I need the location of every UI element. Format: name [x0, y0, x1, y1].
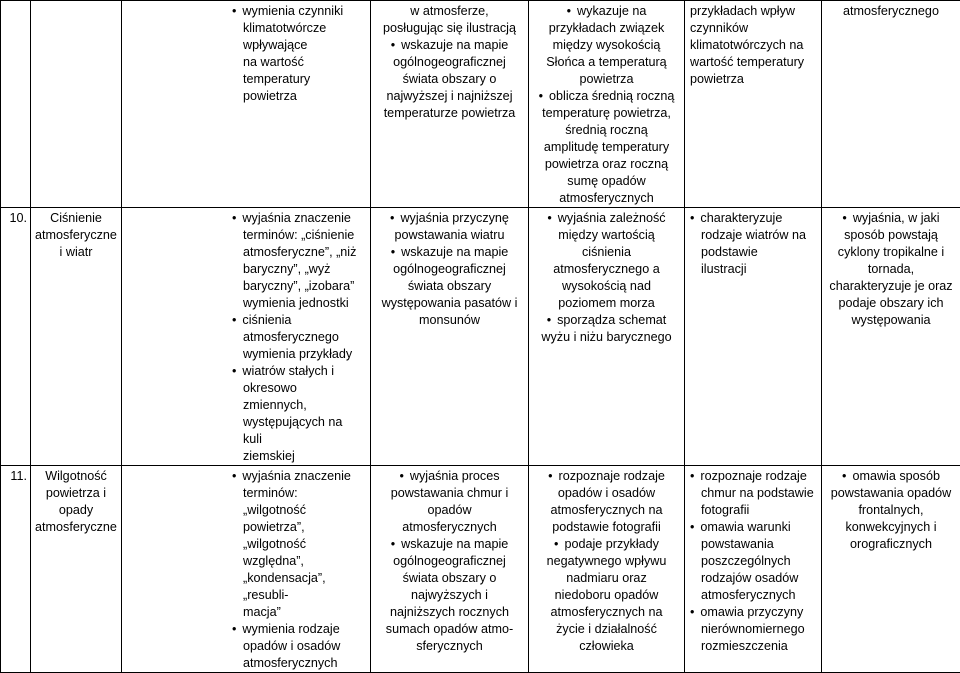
list-item: • wyjaśnia proces: [376, 468, 523, 485]
text-line: najniższych rocznych: [376, 604, 523, 621]
text-line: atmosferycznych: [232, 655, 364, 672]
text-line: poziomem morza: [533, 295, 680, 312]
text-line: między wysokością: [533, 37, 680, 54]
text-line: średnią roczną: [533, 122, 680, 139]
text-line: przykładach wpływ: [690, 3, 818, 20]
text-line: wartość temperatury: [690, 54, 818, 71]
text-line: powstawania: [690, 536, 818, 553]
cell-requirements-advanced: [685, 1, 822, 208]
text-line: występujących na kuli: [232, 414, 364, 448]
text-line: rozmieszczenia: [690, 638, 818, 655]
cell-requirements-complex: [529, 466, 685, 673]
cell-requirements-extended: [371, 1, 529, 208]
text-line: temperaturę powietrza,: [533, 105, 680, 122]
list-item: • charakteryzuje: [690, 210, 818, 227]
text-line: ogólnogeograficznej: [376, 54, 523, 71]
text-line: najwyższych i: [376, 587, 523, 604]
text-line: podaje obszary ich: [828, 295, 954, 312]
text-line: sumach opadów atmo-: [376, 621, 523, 638]
text-line: świata obszary: [376, 278, 523, 295]
text-line: rodzajów osadów: [690, 570, 818, 587]
text-line: nierównomiernego: [690, 621, 818, 638]
list-item: • oblicza średnią roczną: [533, 88, 680, 105]
list-item: • ciśnienia: [232, 312, 364, 329]
row-topic: [31, 208, 122, 466]
text-line: powstawania wiatru: [376, 227, 523, 244]
text-line: tornada,: [828, 261, 954, 278]
text-line: występowania: [828, 312, 954, 329]
cell-requirements-basic: [122, 208, 371, 466]
text-line: macja”: [232, 604, 364, 621]
text-line: atmosferycznego: [828, 3, 954, 20]
text-line: frontalnych,: [828, 502, 954, 519]
text-line: świata obszary o: [376, 71, 523, 88]
cell-requirements-complex: [529, 1, 685, 208]
text-line: podstawie fotografii: [533, 519, 680, 536]
text-line: Ciśnienie: [33, 210, 119, 227]
text-line: posługując się ilustracją: [376, 20, 523, 37]
text-line: baryczny”, „izobara”: [232, 278, 364, 295]
list-item: • wyjaśnia przyczynę: [376, 210, 523, 227]
text-line: w atmosferze,: [376, 3, 523, 20]
list-item: • wskazuje na mapie: [376, 244, 523, 261]
text-line: powstawania chmur i: [376, 485, 523, 502]
text-line: powietrza: [690, 71, 818, 88]
text-line: atmosferyczne: [33, 519, 119, 536]
text-line: atmosferycznego a: [533, 261, 680, 278]
text-line: najwyższej i najniższej: [376, 88, 523, 105]
cell-requirements-excellent: [822, 1, 960, 208]
text-line: Słońca a temperaturą: [533, 54, 680, 71]
text-line: terminów: „ciśnienie: [232, 227, 364, 244]
text-line: cyklony tropikalne i: [828, 244, 954, 261]
text-line: „kondensacja”, „resubli-: [232, 570, 364, 604]
text-line: opady: [33, 502, 119, 519]
list-item: • wyjaśnia, w jaki: [828, 210, 954, 227]
text-line: sferycznych: [376, 638, 523, 655]
text-line: życie i działalność: [533, 621, 680, 638]
text-line: podstawie: [690, 244, 818, 261]
text-line: atmosferycznych: [376, 519, 523, 536]
list-item: • wyjaśnia znaczenie: [232, 210, 364, 227]
text-line: powietrza”, „wilgotność: [232, 519, 364, 553]
cell-requirements-complex: [529, 208, 685, 466]
text-line: monsunów: [376, 312, 523, 329]
text-line: wyżu i niżu barycznego: [533, 329, 680, 346]
text-line: negatywnego wpływu: [533, 553, 680, 570]
text-line: atmosferycznych na: [533, 502, 680, 519]
row-number: 11.: [1, 466, 31, 673]
text-line: świata obszary o: [376, 570, 523, 587]
text-line: wymienia przykłady: [232, 346, 364, 363]
list-item: • omawia warunki: [690, 519, 818, 536]
text-line: terminów: „wilgotność: [232, 485, 364, 519]
cell-requirements-advanced: [685, 466, 822, 673]
text-line: atmosferycznych: [533, 190, 680, 207]
list-item: • rozpoznaje rodzaje: [533, 468, 680, 485]
cell-number: [1, 1, 31, 208]
text-line: fotografii: [690, 502, 818, 519]
text-line: niedoboru opadów: [533, 587, 680, 604]
list-item: • rozpoznaje rodzaje: [690, 468, 818, 485]
list-item: • wymienia czynniki: [232, 3, 364, 20]
text-line: atmosferyczne”, „niż: [232, 244, 364, 261]
list-item: • wiatrów stałych i: [232, 363, 364, 380]
list-item: • wskazuje na mapie: [376, 536, 523, 553]
text-line: czynników: [690, 20, 818, 37]
text-line: opadów i osadów: [533, 485, 680, 502]
text-line: Wilgotność: [33, 468, 119, 485]
text-line: chmur na podstawie: [690, 485, 818, 502]
text-line: występowania pasatów i: [376, 295, 523, 312]
text-line: poszczególnych: [690, 553, 818, 570]
text-line: ilustracji: [690, 261, 818, 278]
text-line: powietrza: [533, 71, 680, 88]
text-line: ogólnogeograficznej: [376, 553, 523, 570]
text-line: między wartością: [533, 227, 680, 244]
text-line: atmosferyczne: [33, 227, 119, 244]
text-line: opadów i osadów: [232, 638, 364, 655]
text-line: ciśnienia: [533, 244, 680, 261]
text-line: powietrza i: [33, 485, 119, 502]
list-item: • wyjaśnia zależność: [533, 210, 680, 227]
cell-requirements-extended: [371, 466, 529, 673]
table-row-continuation: [1, 1, 960, 208]
text-line: i wiatr: [33, 244, 119, 261]
table-row-11: [1, 466, 960, 673]
table-row-10: [1, 208, 960, 466]
text-line: atmosferycznego: [232, 329, 364, 346]
text-line: amplitudę temperatury: [533, 139, 680, 156]
cell-requirements-excellent: [822, 208, 960, 466]
text-line: temperaturze powietrza: [376, 105, 523, 122]
text-line: charakteryzuje je oraz: [828, 278, 954, 295]
text-line: klimatotwórcze: [232, 20, 364, 37]
cell-requirements-excellent: [822, 466, 960, 673]
list-item: • sporządza schemat: [533, 312, 680, 329]
list-item: • omawia przyczyny: [690, 604, 818, 621]
text-line: orograficznych: [828, 536, 954, 553]
list-item: • podaje przykłady: [533, 536, 680, 553]
text-line: powietrza oraz roczną: [533, 156, 680, 173]
text-line: wysokością nad: [533, 278, 680, 295]
text-line: powstawania opadów: [828, 485, 954, 502]
cell-requirements-advanced: [685, 208, 822, 466]
cell-topic: [31, 1, 122, 208]
list-item: • omawia sposób: [828, 468, 954, 485]
text-line: sposób powstają: [828, 227, 954, 244]
cell-requirements-extended: [371, 208, 529, 466]
text-line: wpływające: [232, 37, 364, 54]
text-line: powietrza: [232, 88, 364, 105]
text-line: na wartość temperatury: [232, 54, 364, 88]
text-line: sumę opadów: [533, 173, 680, 190]
cell-requirements-basic: [122, 1, 371, 208]
text-line: klimatotwórczych na: [690, 37, 818, 54]
text-line: względna”,: [232, 553, 364, 570]
text-line: opadów: [376, 502, 523, 519]
text-line: wymienia jednostki: [232, 295, 364, 312]
text-line: nadmiaru oraz: [533, 570, 680, 587]
text-line: atmosferycznych na: [533, 604, 680, 621]
row-topic: [31, 466, 122, 673]
list-item: • wskazuje na mapie: [376, 37, 523, 54]
text-line: rodzaje wiatrów na: [690, 227, 818, 244]
text-line: ogólnogeograficznej: [376, 261, 523, 278]
list-item: • wymienia rodzaje: [232, 621, 364, 638]
text-line: konwekcyjnych i: [828, 519, 954, 536]
row-number: 10.: [1, 208, 31, 466]
cell-requirements-basic: [122, 466, 371, 673]
list-item: • wykazuje na: [533, 3, 680, 20]
text-line: ziemskiej: [232, 448, 364, 465]
list-item: • wyjaśnia znaczenie: [232, 468, 364, 485]
text-line: okresowo zmiennych,: [232, 380, 364, 414]
text-line: atmosferycznych: [690, 587, 818, 604]
text-line: przykładach związek: [533, 20, 680, 37]
text-line: baryczny”, „wyż: [232, 261, 364, 278]
text-line: człowieka: [533, 638, 680, 655]
